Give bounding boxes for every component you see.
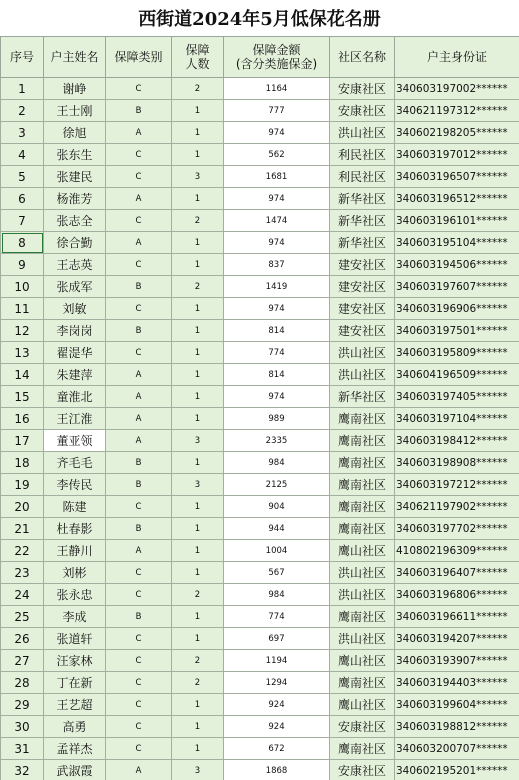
serial-cell[interactable]: 12: [1, 320, 44, 342]
amount-cell[interactable]: 924: [224, 694, 330, 716]
amount-cell[interactable]: 974: [224, 122, 330, 144]
community-cell[interactable]: 建安社区: [330, 320, 395, 342]
id-cell[interactable]: 340603197501******: [395, 320, 519, 342]
category-cell[interactable]: C: [106, 694, 172, 716]
id-cell[interactable]: 340603196611******: [395, 606, 519, 628]
community-cell[interactable]: 鹰山社区: [330, 540, 395, 562]
id-cell[interactable]: 340621197902******: [395, 496, 519, 518]
table-row: [1, 650, 519, 672]
category-cell[interactable]: C: [106, 738, 172, 760]
serial-cell[interactable]: 16: [1, 408, 44, 430]
amount-cell[interactable]: 1419: [224, 276, 330, 298]
category-cell[interactable]: C: [106, 584, 172, 606]
amount-cell[interactable]: 672: [224, 738, 330, 760]
amount-cell[interactable]: 774: [224, 342, 330, 364]
id-cell[interactable]: 340603199604******: [395, 694, 519, 716]
id-cell[interactable]: 340603197607******: [395, 276, 519, 298]
header-category[interactable]: 保障类别: [106, 37, 172, 78]
persons-cell[interactable]: 3: [172, 166, 224, 188]
community-cell[interactable]: 鹰山社区: [330, 650, 395, 672]
table-row: [1, 672, 519, 694]
persons-cell[interactable]: 1: [172, 452, 224, 474]
category-cell[interactable]: A: [106, 386, 172, 408]
amount-cell[interactable]: 1164: [224, 78, 330, 100]
category-cell[interactable]: A: [106, 540, 172, 562]
name-cell[interactable]: 武淑霞: [44, 760, 106, 780]
table-row: [1, 474, 519, 496]
amount-cell[interactable]: 924: [224, 716, 330, 738]
id-cell[interactable]: 340603194403******: [395, 672, 519, 694]
serial-cell[interactable]: 15: [1, 386, 44, 408]
category-cell[interactable]: C: [106, 672, 172, 694]
table-row: [1, 276, 519, 298]
header-row: [1, 37, 519, 78]
name-cell[interactable]: 李成: [44, 606, 106, 628]
id-cell[interactable]: 340603197212******: [395, 474, 519, 496]
community-cell[interactable]: 新华社区: [330, 232, 395, 254]
name-cell[interactable]: 王士刚: [44, 100, 106, 122]
id-cell[interactable]: 340603197405******: [395, 386, 519, 408]
persons-cell[interactable]: 1: [172, 122, 224, 144]
category-cell[interactable]: A: [106, 408, 172, 430]
persons-cell[interactable]: 1: [172, 694, 224, 716]
id-cell[interactable]: 340603197104******: [395, 408, 519, 430]
id-cell[interactable]: 340603197702******: [395, 518, 519, 540]
table-row: [1, 254, 519, 276]
name-cell[interactable]: 杜春影: [44, 518, 106, 540]
community-cell[interactable]: 新华社区: [330, 188, 395, 210]
table-row: [1, 716, 519, 738]
name-cell[interactable]: 张永忠: [44, 584, 106, 606]
serial-cell[interactable]: 23: [1, 562, 44, 584]
name-cell[interactable]: 张道轩: [44, 628, 106, 650]
persons-cell[interactable]: 2: [172, 78, 224, 100]
amount-cell[interactable]: 814: [224, 364, 330, 386]
id-cell[interactable]: 340603196407******: [395, 562, 519, 584]
serial-cell[interactable]: 7: [1, 210, 44, 232]
id-cell[interactable]: 340603194506******: [395, 254, 519, 276]
persons-cell[interactable]: 1: [172, 386, 224, 408]
header-id[interactable]: 户主身份证: [395, 37, 519, 78]
community-cell[interactable]: 建安社区: [330, 254, 395, 276]
amount-cell[interactable]: 974: [224, 232, 330, 254]
name-cell[interactable]: 王志英: [44, 254, 106, 276]
persons-cell[interactable]: 2: [172, 584, 224, 606]
name-cell[interactable]: 刘敏: [44, 298, 106, 320]
persons-cell[interactable]: 1: [172, 100, 224, 122]
id-cell[interactable]: 340603197002******: [395, 78, 519, 100]
community-cell[interactable]: 鹰南社区: [330, 672, 395, 694]
id-cell[interactable]: 340603196512******: [395, 188, 519, 210]
serial-cell[interactable]: 28: [1, 672, 44, 694]
amount-cell[interactable]: 777: [224, 100, 330, 122]
id-cell[interactable]: 340621197312******: [395, 100, 519, 122]
serial-cell[interactable]: 17: [1, 430, 44, 452]
amount-cell[interactable]: 974: [224, 386, 330, 408]
persons-cell[interactable]: 2: [172, 650, 224, 672]
name-cell[interactable]: 朱建萍: [44, 364, 106, 386]
id-cell[interactable]: 410802196309******: [395, 540, 519, 562]
category-cell[interactable]: C: [106, 562, 172, 584]
persons-cell[interactable]: 1: [172, 232, 224, 254]
category-cell[interactable]: A: [106, 760, 172, 780]
serial-cell[interactable]: 32: [1, 760, 44, 780]
name-cell[interactable]: 王静川: [44, 540, 106, 562]
table-row: [1, 430, 519, 452]
name-cell[interactable]: 翟湜华: [44, 342, 106, 364]
serial-cell[interactable]: 13: [1, 342, 44, 364]
serial-cell[interactable]: 11: [1, 298, 44, 320]
amount-cell[interactable]: 1474: [224, 210, 330, 232]
id-cell[interactable]: 340603198812******: [395, 716, 519, 738]
category-cell[interactable]: C: [106, 298, 172, 320]
amount-cell[interactable]: 1681: [224, 166, 330, 188]
amount-cell[interactable]: 989: [224, 408, 330, 430]
id-cell[interactable]: 340604196509******: [395, 364, 519, 386]
serial-cell[interactable]: 20: [1, 496, 44, 518]
community-cell[interactable]: 鹰南社区: [330, 738, 395, 760]
persons-cell[interactable]: 3: [172, 760, 224, 780]
persons-cell[interactable]: 1: [172, 408, 224, 430]
persons-cell[interactable]: 1: [172, 144, 224, 166]
persons-cell[interactable]: 1: [172, 254, 224, 276]
community-cell[interactable]: 安康社区: [330, 760, 395, 780]
header-serial[interactable]: 序号: [1, 37, 44, 78]
table-row: [1, 562, 519, 584]
table-row: [1, 584, 519, 606]
name-cell[interactable]: 张建民: [44, 166, 106, 188]
table-row: [1, 100, 519, 122]
category-cell[interactable]: C: [106, 496, 172, 518]
category-cell[interactable]: B: [106, 100, 172, 122]
amount-cell[interactable]: 1868: [224, 760, 330, 780]
name-cell[interactable]: 董亚领: [44, 430, 106, 452]
community-cell[interactable]: 鹰南社区: [330, 430, 395, 452]
amount-cell[interactable]: 2125: [224, 474, 330, 496]
name-cell[interactable]: 王江淮: [44, 408, 106, 430]
amount-cell[interactable]: 814: [224, 320, 330, 342]
header-persons[interactable]: 保障 人数: [172, 37, 224, 78]
table-row: [1, 496, 519, 518]
persons-cell[interactable]: 1: [172, 342, 224, 364]
persons-cell[interactable]: 1: [172, 364, 224, 386]
community-cell[interactable]: 鹰南社区: [330, 474, 395, 496]
name-cell[interactable]: 李传民: [44, 474, 106, 496]
table-row: [1, 188, 519, 210]
community-cell[interactable]: 洪山社区: [330, 342, 395, 364]
name-cell[interactable]: 谢峥: [44, 78, 106, 100]
name-cell[interactable]: 王艺超: [44, 694, 106, 716]
persons-cell[interactable]: 3: [172, 474, 224, 496]
persons-cell[interactable]: 1: [172, 628, 224, 650]
community-cell[interactable]: 洪山社区: [330, 122, 395, 144]
amount-cell[interactable]: 974: [224, 298, 330, 320]
category-cell[interactable]: C: [106, 628, 172, 650]
community-cell[interactable]: 洪山社区: [330, 562, 395, 584]
persons-cell[interactable]: 1: [172, 562, 224, 584]
persons-cell[interactable]: 1: [172, 716, 224, 738]
persons-cell[interactable]: 1: [172, 496, 224, 518]
community-cell[interactable]: 鹰南社区: [330, 496, 395, 518]
community-cell[interactable]: 鹰南社区: [330, 518, 395, 540]
community-cell[interactable]: 新华社区: [330, 210, 395, 232]
table-row: [1, 364, 519, 386]
data-table: [0, 36, 519, 780]
name-cell[interactable]: 汪家林: [44, 650, 106, 672]
serial-cell[interactable]: 9: [1, 254, 44, 276]
persons-cell[interactable]: 1: [172, 298, 224, 320]
community-cell[interactable]: 鹰山社区: [330, 694, 395, 716]
serial-cell[interactable]: 25: [1, 606, 44, 628]
id-cell[interactable]: 340603195809******: [395, 342, 519, 364]
serial-cell[interactable]: 10: [1, 276, 44, 298]
serial-cell[interactable]: 5: [1, 166, 44, 188]
persons-cell[interactable]: 1: [172, 320, 224, 342]
table-row: [1, 408, 519, 430]
serial-cell[interactable]: 21: [1, 518, 44, 540]
amount-cell[interactable]: 904: [224, 496, 330, 518]
amount-cell[interactable]: 697: [224, 628, 330, 650]
community-cell[interactable]: 利民社区: [330, 166, 395, 188]
name-cell[interactable]: 徐合勤: [44, 232, 106, 254]
name-cell[interactable]: 孟祥杰: [44, 738, 106, 760]
header-amount[interactable]: 保障金额 (含分类施保金): [224, 37, 330, 78]
serial-cell[interactable]: 29: [1, 694, 44, 716]
name-cell[interactable]: 张东生: [44, 144, 106, 166]
id-cell[interactable]: 340603194207******: [395, 628, 519, 650]
amount-cell[interactable]: 774: [224, 606, 330, 628]
amount-cell[interactable]: 984: [224, 452, 330, 474]
table-row: [1, 122, 519, 144]
serial-cell[interactable]: 4: [1, 144, 44, 166]
amount-cell[interactable]: 974: [224, 188, 330, 210]
category-cell[interactable]: A: [106, 232, 172, 254]
name-cell[interactable]: 李岗岗: [44, 320, 106, 342]
persons-cell[interactable]: 2: [172, 672, 224, 694]
serial-cell[interactable]: 19: [1, 474, 44, 496]
community-cell[interactable]: 洪山社区: [330, 628, 395, 650]
community-cell[interactable]: 鹰南社区: [330, 452, 395, 474]
serial-cell[interactable]: 3: [1, 122, 44, 144]
serial-cell[interactable]: 14: [1, 364, 44, 386]
persons-cell[interactable]: 1: [172, 738, 224, 760]
category-cell[interactable]: C: [106, 254, 172, 276]
category-cell[interactable]: A: [106, 122, 172, 144]
persons-cell[interactable]: 1: [172, 518, 224, 540]
id-cell[interactable]: 340603198908******: [395, 452, 519, 474]
category-cell[interactable]: B: [106, 606, 172, 628]
community-cell[interactable]: 洪山社区: [330, 364, 395, 386]
serial-cell[interactable]: 31: [1, 738, 44, 760]
category-cell[interactable]: B: [106, 276, 172, 298]
serial-cell[interactable]: 26: [1, 628, 44, 650]
category-cell[interactable]: A: [106, 188, 172, 210]
id-cell[interactable]: 340603196806******: [395, 584, 519, 606]
serial-cell[interactable]: 24: [1, 584, 44, 606]
table-row: [1, 210, 519, 232]
category-cell[interactable]: C: [106, 210, 172, 232]
id-cell[interactable]: 340603200707******: [395, 738, 519, 760]
id-cell[interactable]: 340603198412******: [395, 430, 519, 452]
header-name[interactable]: 户主姓名: [44, 37, 106, 78]
table-row: [1, 628, 519, 650]
category-cell[interactable]: B: [106, 518, 172, 540]
name-cell[interactable]: 杨淮芳: [44, 188, 106, 210]
community-cell[interactable]: 利民社区: [330, 144, 395, 166]
category-cell[interactable]: A: [106, 364, 172, 386]
name-cell[interactable]: 徐旭: [44, 122, 106, 144]
table-row: [1, 342, 519, 364]
table-row: [1, 386, 519, 408]
name-cell[interactable]: 童淮北: [44, 386, 106, 408]
amount-cell[interactable]: 984: [224, 584, 330, 606]
amount-cell[interactable]: 837: [224, 254, 330, 276]
sheet-title: 西街道2024年5月低保花名册: [0, 0, 519, 36]
community-cell[interactable]: 新华社区: [330, 386, 395, 408]
amount-cell[interactable]: 567: [224, 562, 330, 584]
category-cell[interactable]: C: [106, 166, 172, 188]
persons-cell[interactable]: 2: [172, 276, 224, 298]
table-row: [1, 320, 519, 342]
amount-cell[interactable]: 1004: [224, 540, 330, 562]
name-cell[interactable]: 高勇: [44, 716, 106, 738]
header-community[interactable]: 社区名称: [330, 37, 395, 78]
serial-cell[interactable]: 30: [1, 716, 44, 738]
table-row: [1, 738, 519, 760]
id-cell[interactable]: 340603195104******: [395, 232, 519, 254]
serial-cell[interactable]: 18: [1, 452, 44, 474]
name-cell[interactable]: 丁在新: [44, 672, 106, 694]
community-cell[interactable]: 鹰南社区: [330, 408, 395, 430]
table-row: [1, 760, 519, 780]
category-cell[interactable]: A: [106, 430, 172, 452]
amount-cell[interactable]: 1194: [224, 650, 330, 672]
serial-cell[interactable]: 2: [1, 100, 44, 122]
table-row: [1, 540, 519, 562]
id-cell[interactable]: 340603196906******: [395, 298, 519, 320]
table-row: [1, 144, 519, 166]
serial-cell[interactable]: 27: [1, 650, 44, 672]
id-cell[interactable]: 340603196101******: [395, 210, 519, 232]
persons-cell[interactable]: 1: [172, 188, 224, 210]
category-cell[interactable]: C: [106, 716, 172, 738]
community-cell[interactable]: 建安社区: [330, 276, 395, 298]
serial-cell[interactable]: 6: [1, 188, 44, 210]
serial-cell[interactable]: 8: [1, 232, 44, 254]
category-cell[interactable]: C: [106, 342, 172, 364]
id-cell[interactable]: 340602195201******: [395, 760, 519, 780]
category-cell[interactable]: C: [106, 650, 172, 672]
category-cell[interactable]: B: [106, 320, 172, 342]
category-cell[interactable]: B: [106, 474, 172, 496]
id-cell[interactable]: 340603197012******: [395, 144, 519, 166]
community-cell[interactable]: 安康社区: [330, 716, 395, 738]
persons-cell[interactable]: 2: [172, 210, 224, 232]
category-cell[interactable]: B: [106, 452, 172, 474]
table-row: [1, 452, 519, 474]
serial-cell[interactable]: 1: [1, 78, 44, 100]
community-cell[interactable]: 建安社区: [330, 298, 395, 320]
persons-cell[interactable]: 3: [172, 430, 224, 452]
name-cell[interactable]: 齐毛毛: [44, 452, 106, 474]
persons-cell[interactable]: 1: [172, 540, 224, 562]
category-cell[interactable]: C: [106, 78, 172, 100]
amount-cell[interactable]: 562: [224, 144, 330, 166]
id-cell[interactable]: 340602198205******: [395, 122, 519, 144]
table-row: [1, 166, 519, 188]
amount-cell[interactable]: 944: [224, 518, 330, 540]
name-cell[interactable]: 陈建: [44, 496, 106, 518]
table-row: [1, 298, 519, 320]
table-row: [1, 606, 519, 628]
name-cell[interactable]: 张成军: [44, 276, 106, 298]
id-cell[interactable]: 340603193907******: [395, 650, 519, 672]
table-row: [1, 694, 519, 716]
persons-cell[interactable]: 1: [172, 606, 224, 628]
community-cell[interactable]: 安康社区: [330, 78, 395, 100]
table-row: [1, 78, 519, 100]
name-cell[interactable]: 张志全: [44, 210, 106, 232]
id-cell[interactable]: 340603196507******: [395, 166, 519, 188]
category-cell[interactable]: C: [106, 144, 172, 166]
community-cell[interactable]: 洪山社区: [330, 584, 395, 606]
amount-cell[interactable]: 2335: [224, 430, 330, 452]
community-cell[interactable]: 鹰南社区: [330, 606, 395, 628]
name-cell[interactable]: 刘彬: [44, 562, 106, 584]
amount-cell[interactable]: 1294: [224, 672, 330, 694]
serial-cell[interactable]: 22: [1, 540, 44, 562]
table-row: [1, 518, 519, 540]
table-row: [1, 232, 519, 254]
community-cell[interactable]: 安康社区: [330, 100, 395, 122]
